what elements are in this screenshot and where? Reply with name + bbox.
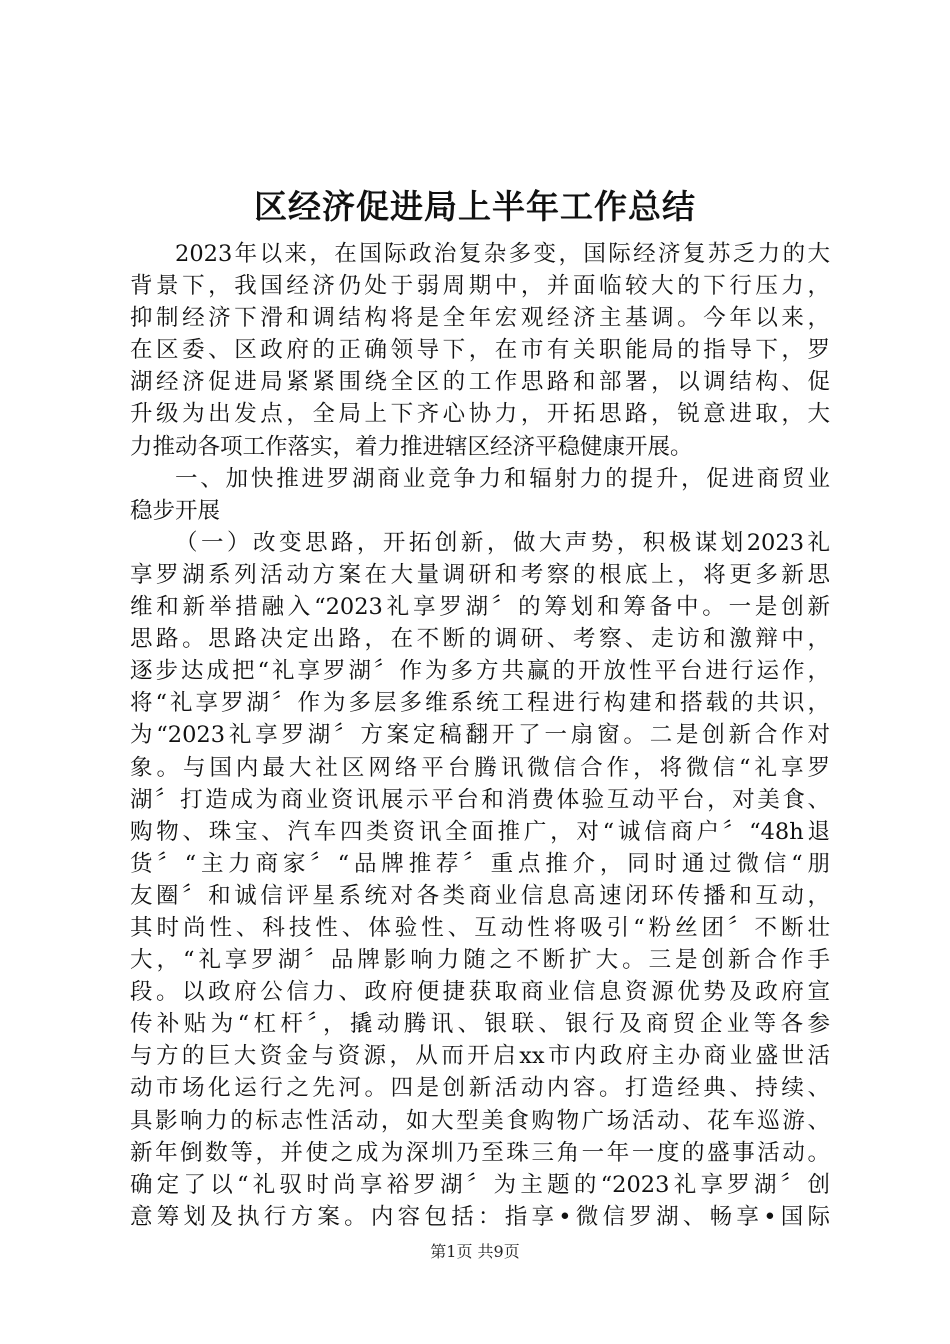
paragraph-line: 逐步达成把“礼享罗湖〞作为多方共赢的开放性平台进行运作， (130, 658, 830, 685)
paragraph-line: 享罗湖系列活动方案在大量调研和考察的根底上，将更多新思 (130, 561, 830, 588)
paragraph-line: 在区委、区政府的正确领导下，在市有关职能局的指导下，罗 (130, 337, 830, 364)
paragraph-line: 意筹划及执行方案。内容包括：指享•微信罗湖、畅享•国际 (130, 1203, 830, 1230)
section-heading-line: 一、加快推进罗湖商业竞争力和辐射力的提升，促进商贸业 (175, 465, 830, 492)
paragraph-line: （一）改变思路，开拓创新，做大声势，积极谋划2023礼 (175, 529, 830, 556)
paragraph-line: 思路。思路决定出路，在不断的调研、考察、走访和激辩中， (130, 626, 830, 653)
paragraph-line: 购物、珠宝、汽车四类资讯全面推广，对“诚信商户〞“48h退 (130, 818, 830, 845)
paragraph-line: 为“2023礼享罗湖〞方案定稿翻开了一扇窗。二是创新合作对 (130, 722, 830, 749)
page-footer: 第1页 共9页 (430, 1242, 520, 1261)
paragraph-line: 友圈〞和诚信评星系统对各类商业信息高速闭环传播和互动， (130, 882, 830, 909)
paragraph-line: 力推动各项工作落实，着力推进辖区经济平稳健康开展。 (130, 433, 693, 460)
paragraph-line: 抑制经济下滑和调结构将是全年宏观经济主基调。今年以来， (130, 305, 830, 332)
paragraph-line: 货〞“主力商家〞“品牌推荐〞重点推介，同时通过微信“朋 (130, 850, 830, 877)
paragraph-line: 湖〞打造成为商业资讯展示平台和消费体验互动平台，对美食、 (130, 786, 830, 813)
section-heading-line: 稳步开展 (130, 497, 221, 524)
paragraph-line: 湖经济促进局紧紧围绕全区的工作思路和部署，以调结构、促 (130, 369, 830, 396)
paragraph-line: 升级为出发点，全局上下齐心协力，开拓思路，锐意进取，大 (130, 401, 830, 428)
paragraph-line: 动市场化运行之先河。四是创新活动内容。打造经典、持续、 (130, 1075, 830, 1102)
paragraph-line: 2023年以来，在国际政治复杂多变，国际经济复苏乏力的大 (175, 241, 830, 267)
document-title: 区经济促进局上半年工作总结 (254, 187, 696, 226)
paragraph-line: 新年倒数等，并使之成为深圳乃至珠三角一年一度的盛事活动。 (130, 1139, 830, 1166)
paragraph-line: 传补贴为“杠杆〞，撬动腾讯、银联、银行及商贸企业等各参 (130, 1011, 830, 1038)
paragraph-line: 维和新举措融入“2023礼享罗湖〞的筹划和筹备中。一是创新 (130, 594, 830, 621)
paragraph-line: 确定了以“礼驭时尚享裕罗湖〞为主题的“2023礼享罗湖〞创 (130, 1171, 830, 1198)
paragraph-line: 具影响力的标志性活动，如大型美食购物广场活动、花车巡游、 (130, 1107, 830, 1134)
paragraph-line: 大，“礼享罗湖〞品牌影响力随之不断扩大。三是创新合作手 (130, 947, 830, 974)
paragraph-line: 段。以政府公信力、政府便捷获取商业信息资源优势及政府宣 (130, 979, 830, 1006)
paragraph-line: 象。与国内最大社区网络平台腾讯微信合作，将微信“礼享罗 (130, 754, 830, 781)
paragraph-line: 将“礼享罗湖〞作为多层多维系统工程进行构建和搭载的共识， (130, 690, 830, 717)
paragraph-line: 其时尚性、科技性、体验性、互动性将吸引“粉丝团〞不断壮 (130, 914, 830, 941)
paragraph-line: 与方的巨大资金与资源，从而开启xx市内政府主办商业盛世活 (130, 1043, 830, 1070)
document-body (130, 238, 830, 1233)
paragraph-line: 背景下，我国经济仍处于弱周期中，并面临较大的下行压力， (130, 273, 830, 300)
